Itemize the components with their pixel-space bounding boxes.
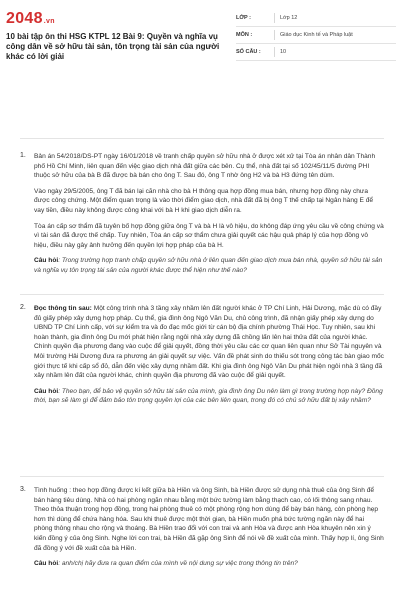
question-number: 2.	[20, 304, 26, 311]
meta-key: SỐ CÂU :	[236, 49, 261, 55]
ask-label: Câu hỏi	[34, 257, 59, 265]
question-number: 1.	[20, 152, 26, 159]
site-logo[interactable]	[6, 10, 55, 28]
document-title: 10 bài tập ôn thi HSG KTPL 12 Bài 9: Quyền và nghĩa vụ công dân về sở hữu tài sản, tôn trọng tài sản của người khác có lời giải	[6, 32, 220, 61]
ask-text: : anh/chị hãy đưa ra quan điểm của mình về nội dung sự việc trong thông tin trên?	[58, 560, 298, 568]
question-ask	[34, 256, 384, 275]
question-lead: Đọc thông tin sau:	[34, 305, 92, 312]
logo-text: 2048	[6, 10, 43, 27]
ask-label: Câu hỏi	[34, 387, 59, 395]
meta-key: LỚP :	[236, 15, 251, 21]
meta-row-subject	[236, 27, 396, 44]
meta-info-box	[236, 10, 396, 61]
question-text: Một công trình nhà 3 tầng xây nhầm lên đất người khác ở TP Chí Linh, Hải Dương, mặc dù có đầy đủ giấy phép xây dựng hợp pháp. Cụ thể, gia đình ông Ngô Văn Du, chủ công trình, đã nhận giấy phép xây dựng do UBND TP Chí Linh cấp, với sự kiểm tra và đo đạc mốc giới từ cán bộ địa chính phường Thái Học. Tuy nhiên, sau khi hoàn thành, gia đình ông Du mới phát hiện rằng ngôi nhà xây dựng đã chồng lấn lên hai thửa đất của người khác. Chính quyền địa phương đang vào cuộc để giải quyết, đồng thời yêu cầu các cơ quan liên quan như Sở Tài nguyên và Môi trường Hải Dương đưa ra phương án giải quyết sự việc. Vấn đề phát sinh do thiếu sót trong công tác bàn giao mốc giới thực tế khi cấp sổ đỏ, dẫn đến việc xây dựng nhầm đất. Khi gia đình ông Ngô Văn Du phát hiện ngôi nhà 3 tầng đã xây nhầm lên đất của người khác, chính quyền địa phương đã vào cuộc để giải quyết.	[34, 305, 384, 380]
document-header	[0, 0, 400, 80]
meta-separator	[274, 30, 275, 40]
question-ask	[34, 559, 384, 569]
question-paragraph	[34, 304, 384, 381]
meta-separator	[274, 47, 275, 57]
question-paragraph: Bản án 54/2018/DS-PT ngày 16/01/2018 về tranh chấp quyền sở hữu nhà ở được xét xử tại Tòa án nhân dân Thành phố Hồ Chí Minh, liên quan đến việc giao dịch nhà đất giữa các bên. Cụ thể, nhà đất tại số 102/45/11/5 đường PHI thuộc sở hữu của bà B đã được bà bán cho ông T. Sau đó, ông T nhờ ông H2 và bà H3 đứng tên dùm.	[34, 153, 376, 180]
logo-suffix: .vn	[43, 18, 55, 25]
meta-value: Lớp 12	[280, 15, 298, 21]
question-paragraph: Tòa án cấp sơ thẩm đã tuyên bố hợp đồng giữa ông T và bà H là vô hiệu, do không đáp ứng yêu cầu về công chứng và vì tài sản đã được thế chấp. Tuy nhiên, Tòa án cấp sơ thẩm chưa giải quyết các hậu quả pháp lý của hợp đồng vô hiệu, điều này gây ảnh hưởng đến quyền lợi hợp pháp của bà H.	[34, 222, 384, 249]
meta-row-grade	[236, 10, 396, 27]
meta-row-count	[236, 44, 396, 61]
divider	[20, 138, 384, 139]
ask-label: Câu hỏi	[34, 560, 59, 568]
meta-value: 10	[280, 49, 287, 55]
question-body	[34, 304, 384, 412]
meta-separator	[274, 13, 275, 23]
question-paragraph: Vào ngày 29/5/2005, ông T đã bán lại căn nhà cho bà H thông qua hợp đồng mua bán, nhưng hợp đồng này chưa được công chứng. Một điểm quan trọng là vào thời điểm giao dịch, nhà đất đã bị ông T thế chấp tại Ngân hàng E để vay tiền, điều này không được công khai với bà H khi giao dịch diễn ra.	[34, 187, 374, 214]
ask-text: : Trong trường hợp tranh chấp quyền sở hữu nhà ở liên quan đến giao dịch mua bán nhà, quyền sở hữu tài sản và nghĩa vụ tôn trọng tài sản của người khác được thể hiện như thế nào?	[34, 257, 383, 274]
question-number: 3.	[20, 486, 26, 493]
ask-text: : Theo bạn, để bảo vệ quyền sở hữu tài sản của mình, gia đình ông Du nên làm gì trong trường hợp này? Đồng thời, bạn sẽ làm gì để đảm bảo tôn trọng quyền lợi của các bên liên quan, trong đó có chủ sở hữu đất bị xây nhầm?	[34, 387, 383, 405]
divider	[20, 476, 384, 477]
question-body	[34, 486, 384, 575]
meta-key: MÔN :	[236, 32, 253, 38]
meta-value: Giáo dục Kinh tế và Pháp luật	[280, 32, 353, 38]
question-body	[34, 152, 384, 282]
question-paragraph: Tình huống : theo hợp đồng được kí kết giữa bà Hiền và ông Sinh, bà Hiền được sử dụng nhà thuê của ông Sinh để bán hàng tiêu dùng. Nhà có hai phòng ngăn nhau bằng một bức tường làm bằng thạch cao, có lối thông sang nhau. Theo thỏa thuận trong hợp đồng, trong hai phòng thuê có một phòng rộng hơn dùng để bày bán hàng, còn phòng hẹp hơn thì dùng để chứa hàng hóa. Sau khi thuê được một thời gian, bà Hiền muốn phá bức tường ngăn này để hai phòng thông nhau cho rộng và thoáng. Bà Hiền trao đổi với con trai và anh Hòa và được anh Hòa khuyên nên xin ý kiến đồng ý của ông Sinh. Nghe lời con trai, bà Hiền đã gặp ông Sinh để nói về đề xuất của mình. Thấy hợp lí, ông Sinh đã đồng ý với đề xuất của bà Hiền.	[34, 487, 384, 552]
question-ask	[34, 387, 384, 406]
divider	[20, 294, 384, 295]
